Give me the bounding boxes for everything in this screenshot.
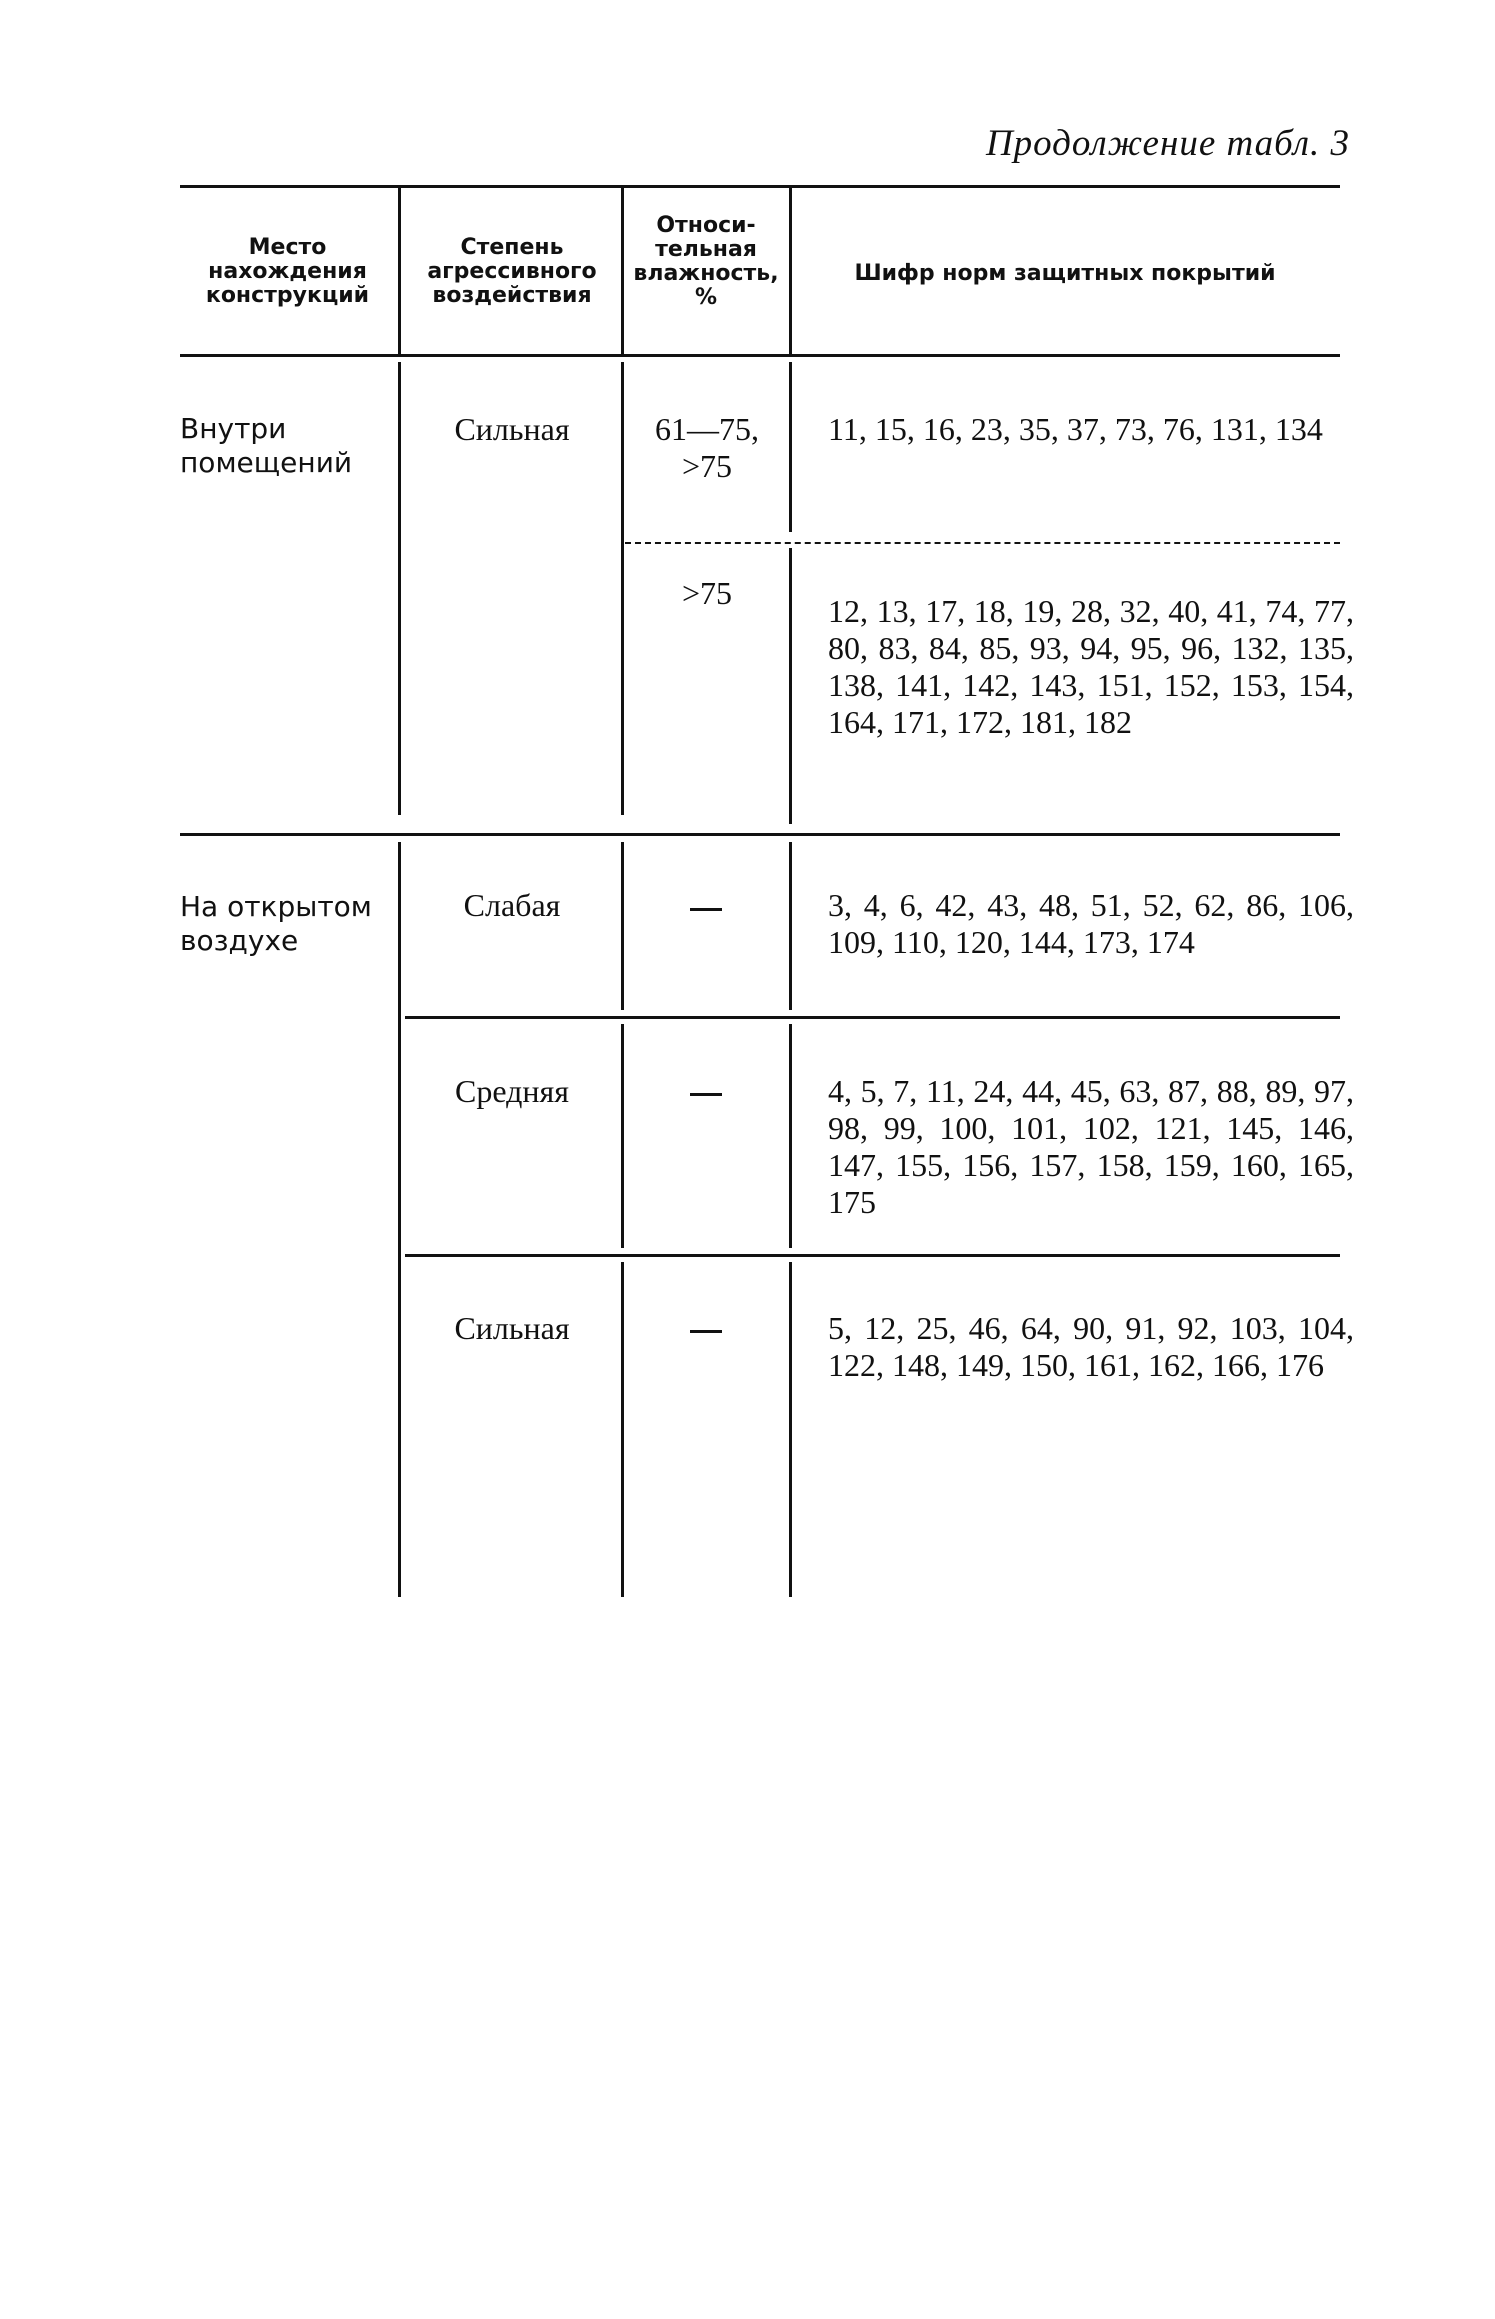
row-divider-rule [405,1254,1340,1257]
location-cell: На открытом воздухе [180,890,372,957]
column-header-location: Место нахождения конструкций [205,235,370,308]
column-divider-1 [398,362,401,815]
humidity-cell: >75 [681,575,733,611]
column-divider-3 [789,362,792,532]
column-divider-3 [789,548,792,824]
table-continuation-label: Продолжение табл. 3 [985,123,1350,164]
column-divider-2 [621,1262,624,1597]
degree-cell: Сильная [454,1310,570,1346]
table-top-rule [180,185,1340,188]
column-divider-3 [789,1024,792,1248]
column-header-humidity: Относи- тельная влажность, % [633,213,779,310]
location-cell: Внутри помещений [180,412,353,479]
humidity-cell [632,1310,782,1347]
column-header-degree: Степень агрессивного воздействия [427,235,597,308]
column-header-codes: Шифр норм защитных покрытий [854,261,1276,286]
codes-cell: 4, 5, 7, 11, 24, 44, 45, 63, 87, 88, 89, 97, 98, 99, 100, 101, 102, 121, 145, 146, 147, 155, 156, 157, 158, 159, 160, 165, 175 [828,1073,1354,1220]
codes-cell: 3, 4, 6, 42, 43, 48, 51, 52, 62, 86, 106, 109, 110, 120, 144, 173, 174 [828,887,1354,960]
codes-cell: 11, 15, 16, 23, 35, 37, 73, 76, 131, 134 [828,411,1323,447]
humidity-cell [632,1073,782,1110]
codes-cell: 12, 13, 17, 18, 19, 28, 32, 40, 41, 74, 77, 80, 83, 84, 85, 93, 94, 95, 96, 132, 135, 138, 141, 142, 143, 151, 152, 153, 154, 164, 171, 172, 181, 182 [828,593,1354,740]
group-divider-rule [180,833,1340,836]
column-divider-2 [621,842,624,1010]
row-divider-rule [405,1016,1340,1019]
column-divider-3 [789,188,792,354]
degree-cell: Сильная [454,411,570,447]
humidity-cell: 61—75, >75 [655,411,759,484]
column-divider-1 [398,188,401,354]
humidity-cell [632,887,782,924]
degree-cell: Слабая [463,887,561,923]
column-divider-2 [621,1024,624,1248]
column-divider-3 [789,1262,792,1597]
codes-cell: 5, 12, 25, 46, 64, 90, 91, 92, 103, 104, 122, 148, 149, 150, 161, 162, 166, 176 [828,1310,1354,1383]
column-divider-2 [621,362,624,815]
row-divider-dashed [625,542,1340,544]
column-divider-3 [789,842,792,1010]
degree-cell: Средняя [455,1073,569,1109]
column-divider-1 [398,842,401,1597]
header-bottom-rule [180,354,1340,357]
column-divider-2 [621,188,624,354]
